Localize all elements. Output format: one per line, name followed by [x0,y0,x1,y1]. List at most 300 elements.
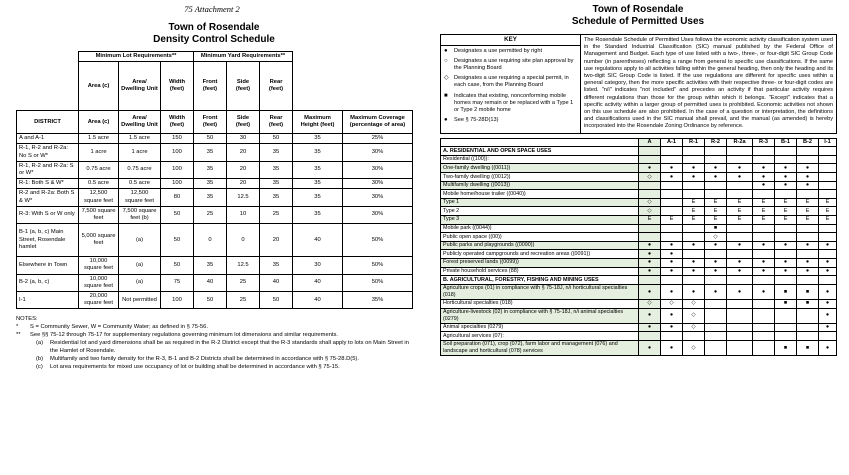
cell-R-2a: ● [727,241,753,250]
table-row [441,276,837,285]
note-key: (c) [36,364,43,371]
cell-district: I-1 [17,292,79,309]
cell-district: Elsewhere in Town [17,257,79,274]
row-label: Agricultural services (07): [441,332,639,341]
cell-R-2a [727,233,753,242]
cell-R-2a: ● [727,173,753,182]
cell-R-3 [753,276,775,285]
cell-side: 12.5 [227,189,260,206]
cell-R-2 [705,147,727,156]
row-label: Forest preserved lands ((0099)) [441,258,639,267]
cell-I-1 [819,147,837,156]
cell-I-1 [819,190,837,199]
cell-B-2: E [797,215,819,224]
cell-district: R-1: Both S & W* [17,179,79,189]
key-item-text: Designates a use permitted by right [454,47,542,54]
cell-A [639,276,661,285]
cell-height: 35 [293,179,343,189]
special-permit-icon: ◇ [444,75,449,82]
cell-R-3 [753,224,775,233]
cell-A: ● [639,241,661,250]
cell-R-1 [683,276,705,285]
cell-R-3: ● [753,267,775,276]
row-label: Residential ((100)): [441,155,639,164]
key-description-cell [581,35,837,134]
cell-adu: 1.5 acre [119,134,161,144]
cell-I-1 [819,155,837,164]
cell-side: 20 [227,179,260,189]
cell-area: 20,000 square feet [79,292,119,309]
cell-coverage: 30% [343,189,413,206]
cell-R-2a [727,147,753,156]
table-row [17,144,413,161]
cell-front: 50 [194,292,227,309]
cell-A-1 [661,198,683,207]
cell-coverage: 30% [343,179,413,189]
cell-A-1: ● [661,164,683,173]
cell-I-1 [819,164,837,173]
cell-area: 5,000 square feet [79,224,119,257]
cell-coverage: 50% [343,224,413,257]
cell-A [639,332,661,341]
cell-district: R-2 and R-2a: Both S & W* [17,189,79,206]
cell-B-1: ■ [775,340,797,355]
key-item-text: Designates a use requiring site plan approval by the Planning Board [454,57,574,71]
cell-B-2 [797,250,819,259]
cell-A [639,147,661,156]
table-row [17,206,413,223]
cell-area: 12,500 square feet [79,189,119,206]
row-label: Multifamily dwelling ((0013)) [441,181,639,190]
cell-B-1 [775,224,797,233]
cell-I-1 [819,224,837,233]
cell-A-1 [661,224,683,233]
table-header-row-labels [17,111,413,134]
cell-B-2: ■ [797,284,819,299]
cell-B-2: ● [797,267,819,276]
col-header-A: A [639,138,661,147]
cell-B-1 [775,147,797,156]
cell-R-2a: ● [727,258,753,267]
cell-district: A and A-1 [17,134,79,144]
cell-B-2 [797,233,819,242]
cell-R-1 [683,332,705,341]
cell-front: 40 [194,274,227,291]
cell-B-2: ■ [797,299,819,308]
cell-R-3: ● [753,181,775,190]
cell-A-1: ● [661,258,683,267]
cell-R-2a [727,224,753,233]
cell-B-1: ● [775,241,797,250]
cell-R-2 [705,308,727,323]
cell-height: 30 [293,257,343,274]
cell-R-2a: ● [727,164,753,173]
cell-A: ● [639,267,661,276]
cell-B-1 [775,323,797,332]
cell-A: E [639,215,661,224]
cell-B-2 [797,308,819,323]
cell-adu: 0.75 acre [119,161,161,178]
table-row [17,161,413,178]
cell-R-1: E [683,198,705,207]
cell-I-1 [819,332,837,341]
cell-adu: (a) [119,224,161,257]
cell-R-1 [683,233,705,242]
key-item [444,58,577,72]
cell-height: 40 [293,224,343,257]
cell-adu: 0.5 acre [119,179,161,189]
cell-R-2 [705,276,727,285]
note-text: See §§ 75-12 through 75-17 for supplementary regulations governing minimum lot dimensions and similar requirements. [30,332,339,339]
cell-rear: 35 [260,257,293,274]
cell-district: R-1, R-2 and R-2a: S or W* [17,161,79,178]
density-control-schedule-section [16,22,412,372]
cell-A-1 [661,332,683,341]
cell-R-1: ◇ [683,308,705,323]
header-front-2: Front (feet) [194,111,227,134]
cell-R-2: E [705,207,727,216]
cell-B-2 [797,190,819,199]
header-front: Front (feet) [194,62,227,111]
key-description: The Rosendale Schedule of Permitted Uses follows the economic activity classification system used in the Standard Industrial Classification (SIC) manual published by the Federal Office of Management and Budget. Each type of use listed with a two-, three-, or four-digit SIC Group Code number (in parentheses) reflecting a range from general to specific use classifications. If the same use regulations apply to all activities falling within the general heading, then only the heading and its two-digit SIC Group Code is listed. If the use regulations are different for specific uses within a general category, then the more specific activities with their respective three- or four-digit codes are listed. "n/i" indicates "not included" and precedes an activity if that particular activity requires different regulations than those for the group within which it belongs. "Except" indicates that a specific activity within a larger group of permitted uses is prohibited. Economic activities not shown on this use schedule are also prohibited. In the case of a question or interpretation, the definitions and classifications used in the SIC manual shall prevail, and the manual (as amended) is hereby incorporated into the Rosendale Zoning Ordinance by reference. [584,37,833,130]
attachment-label: 75 Attachment 2 [184,4,240,14]
cell-A-1 [661,181,683,190]
table-row [441,284,837,299]
cell-B-1: ● [775,258,797,267]
note-text: Residential lot and yard dimensions shall be as required in the R-2 District except that the R-3 standards shall apply to lots on Main Street in the Hamlet of Rosendale. [50,340,409,354]
table-row [441,233,837,242]
cell-R-3 [753,147,775,156]
cell-A [639,233,661,242]
cell-rear: 20 [260,224,293,257]
cell-I-1 [819,276,837,285]
table-row [441,241,837,250]
cell-R-1: ● [683,267,705,276]
row-label: Horticultural specialties (018) [441,299,639,308]
cell-B-2: ● [797,173,819,182]
cell-R-3 [753,233,775,242]
cell-front: 35 [194,161,227,178]
cell-coverage: 35% [343,292,413,309]
cell-area: 10,000 square feet [79,257,119,274]
col-header-R-2a: R-2a [727,138,753,147]
row-label: Publicly operated campgrounds and recreation areas ((0091)) [441,250,639,259]
cell-coverage: 30% [343,206,413,223]
left-title-line2: Density Control Schedule [153,34,275,45]
cell-R-2a [727,250,753,259]
cell-area: 10,000 square feet [79,274,119,291]
cell-width: 100 [161,292,194,309]
cell-R-3 [753,155,775,164]
cell-I-1: ● [819,323,837,332]
table-row [441,190,837,199]
cell-R-2: E [705,198,727,207]
table-row [441,181,837,190]
cell-height: 40 [293,292,343,309]
col-header-I-1: I-1 [819,138,837,147]
table-row [17,189,413,206]
cell-B-1 [775,308,797,323]
header-area-c: Area (c) [79,62,119,111]
key-header-row [441,35,837,46]
cell-R-2: ● [705,267,727,276]
cell-height: 35 [293,206,343,223]
cell-R-2: ● [705,241,727,250]
cell-area: 7,500 square feet [79,206,119,223]
row-label: Public open space ((00)) [441,233,639,242]
cell-A [639,224,661,233]
cell-district: B-2 (a, b, c) [17,274,79,291]
header-width-2: Width (feet) [161,111,194,134]
cell-R-3 [753,340,775,355]
cell-B-2: E [797,207,819,216]
cell-I-1: ● [819,299,837,308]
cell-R-2: ● [705,284,727,299]
cell-height: 35 [293,189,343,206]
cell-A-1 [661,147,683,156]
cell-R-2: E [705,215,727,224]
row-label: Two-family dwelling ((0012)) [441,173,639,182]
cell-A-1 [661,190,683,199]
cell-B-1: E [775,207,797,216]
cell-B-1 [775,250,797,259]
note-item [16,356,412,364]
key-item [444,75,577,89]
permitted-uses-table [440,138,837,356]
cell-R-3 [753,332,775,341]
table-row [441,198,837,207]
cell-R-3 [753,299,775,308]
cell-A-1: ● [661,267,683,276]
cell-front: 35 [194,257,227,274]
table-row [17,134,413,144]
cell-front: 0 [194,224,227,257]
cell-width: 75 [161,274,194,291]
note-item [16,324,412,332]
cell-side: 12.5 [227,257,260,274]
permitted-uses-section [440,4,836,356]
cell-area: 0.5 acre [79,179,119,189]
cell-height: 40 [293,274,343,291]
cell-I-1: ● [819,284,837,299]
cell-front: 25 [194,206,227,223]
cell-R-3 [753,250,775,259]
cell-I-1 [819,181,837,190]
cell-R-2: ■ [705,224,727,233]
cell-A: ● [639,250,661,259]
cell-A-1: ● [661,173,683,182]
cell-R-2 [705,250,727,259]
cell-R-3: E [753,207,775,216]
table-row [17,292,413,309]
table-row [441,332,837,341]
cell-adu: Not permitted [119,292,161,309]
cell-height: 35 [293,144,343,161]
cell-I-1 [819,233,837,242]
cell-A: ● [639,323,661,332]
cell-A-1: ● [661,340,683,355]
row-label: Private household services (88) [441,267,639,276]
header-rear-2: Rear (feet) [260,111,293,134]
cell-I-1: E [819,215,837,224]
table-row [441,155,837,164]
cell-height: 35 [293,161,343,178]
cell-R-2 [705,340,727,355]
cell-R-3: ● [753,241,775,250]
header-max-coverage: Maximum Coverage (percentage of area) [343,111,413,134]
cell-R-2a: ● [727,267,753,276]
cell-B-1: ■ [775,299,797,308]
cell-I-1 [819,250,837,259]
key-item-text: Designates a use requiring a special permit, in each case, from the Planning Board [454,75,569,89]
row-label: Type 3 [441,215,639,224]
cell-A: ◇ [639,173,661,182]
cell-B-2 [797,147,819,156]
cell-rear: 35 [260,161,293,178]
cell-B-1: ● [775,173,797,182]
cell-area: 0.75 acre [79,161,119,178]
note-text: S = Community Sewer, W = Community Water; as defined in § 75-56. [30,324,208,331]
cell-R-1 [683,190,705,199]
table-row [441,224,837,233]
cell-A: ● [639,340,661,355]
cell-rear: 35 [260,144,293,161]
note-key: (b) [36,355,44,362]
table-row [441,299,837,308]
cell-R-1 [683,224,705,233]
right-title [440,4,836,28]
cell-side: 30 [227,134,260,144]
cell-B-1 [775,233,797,242]
cell-side: 20 [227,144,260,161]
cell-R-1: ● [683,258,705,267]
key-item [444,93,577,115]
key-item-text: See § 75-28D(13) [454,117,499,124]
cell-R-3: E [753,198,775,207]
cell-A-1: ● [661,284,683,299]
row-label: A. RESIDENTIAL AND OPEN SPACE USES [441,147,639,156]
cell-R-2a: E [727,198,753,207]
left-title [16,22,412,46]
cell-R-2a [727,155,753,164]
cell-B-1: ● [775,267,797,276]
cell-B-2: ● [797,164,819,173]
header-rear: Rear (feet) [260,62,293,111]
cell-A-1: E [661,215,683,224]
note-item [16,364,412,372]
cell-width: 80 [161,189,194,206]
cell-B-2 [797,323,819,332]
cell-width: 100 [161,144,194,161]
cell-R-1: E [683,207,705,216]
cell-R-2a: E [727,207,753,216]
cell-R-2: ● [705,164,727,173]
cell-A: ● [639,258,661,267]
table-row [441,267,837,276]
header-side-2: Side (feet) [227,111,260,134]
cell-rear: 50 [260,134,293,144]
cell-R-1: ◇ [683,323,705,332]
key-item-text: Indicates that existing, nonconforming mobile homes may remain or be replaced with a Type 1 or Type 2 mobile home [454,92,574,113]
cell-I-1: ● [819,241,837,250]
cell-B-2 [797,332,819,341]
key-items-cell [441,45,581,133]
row-label: B. AGRICULTURAL, FORESTRY, FISHING AND MINING USES [441,276,639,285]
cell-R-2 [705,181,727,190]
header-area-dwelling: Area/ Dwelling Unit [119,62,161,111]
row-label: Type 1 [441,198,639,207]
notes-block [16,316,412,371]
cell-R-1 [683,155,705,164]
header-min-lot: Minimum Lot Requirements** [79,52,194,62]
table-row [441,308,837,323]
header-district: DISTRICT [17,111,79,134]
table-row [441,147,837,156]
col-header-R-3: R-3 [753,138,775,147]
cell-A-1 [661,207,683,216]
table-row [441,258,837,267]
cell-B-2: ● [797,241,819,250]
col-header-A-1: A-1 [661,138,683,147]
cell-B-1 [775,276,797,285]
col-header-B-1: B-1 [775,138,797,147]
cell-adu: (a) [119,257,161,274]
note-text: Multifamily and two family density for the R-3, B-1 and B-2 Districts shall be determined in accordance with § 75-28.D(5). [50,355,359,362]
header-area-c-2: Area (c) [79,111,119,134]
cell-R-2 [705,332,727,341]
cell-front: 50 [194,134,227,144]
cell-R-1: E [683,215,705,224]
cell-area: 1.5 acre [79,134,119,144]
cell-B-2: ● [797,181,819,190]
row-label: Type 2 [441,207,639,216]
cell-coverage: 30% [343,161,413,178]
header-width: Width (feet) [161,62,194,111]
cell-side: 25 [227,274,260,291]
note-item [16,332,412,340]
cell-I-1: ● [819,258,837,267]
note-item [16,340,412,355]
cell-R-2a [727,332,753,341]
header-side: Side (feet) [227,62,260,111]
table-row [17,224,413,257]
table-row [441,207,837,216]
cell-width: 50 [161,206,194,223]
row-label: One-family dwelling ((0011)) [441,164,639,173]
cell-R-2a [727,276,753,285]
cell-width: 100 [161,179,194,189]
cell-district: R-1, R-2 and R-2a: No S or W* [17,144,79,161]
cell-R-1 [683,250,705,259]
row-label: Public parks and playgrounds ((0090)) [441,241,639,250]
header-area-dwelling-2: Area/ Dwelling Unit [119,111,161,134]
cell-width: 50 [161,224,194,257]
cell-R-3: ● [753,173,775,182]
cell-B-2 [797,155,819,164]
cell-R-2a [727,181,753,190]
cell-I-1: ● [819,340,837,355]
cell-B-1 [775,190,797,199]
cell-width: 100 [161,161,194,178]
cell-side: 25 [227,292,260,309]
cell-R-1: ● [683,284,705,299]
cell-R-3: ● [753,164,775,173]
cell-area: 1 acre [79,144,119,161]
cell-A: ● [639,284,661,299]
site-plan-approval-icon: ○ [444,57,448,64]
header-min-yard: Minimum Yard Requirements** [194,52,293,62]
cell-district: B-1 (a, b, c) Main Street, Rosendale hamlet [17,224,79,257]
